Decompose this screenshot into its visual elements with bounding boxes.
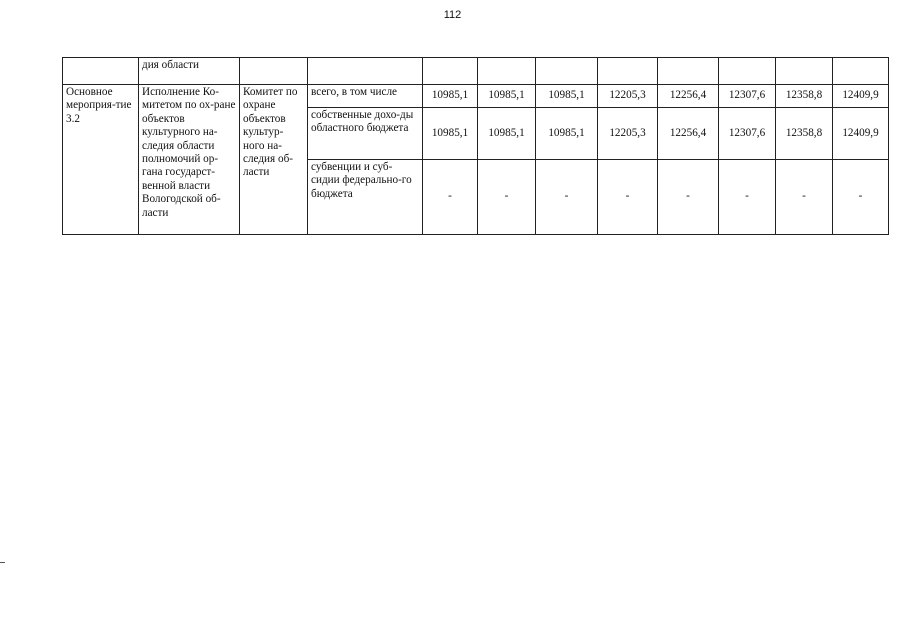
value-cell: 12307,6 bbox=[719, 108, 776, 160]
continuation-cell-executor bbox=[240, 58, 308, 85]
value-cell: 12205,3 bbox=[598, 85, 658, 108]
activity-code-cell: Основное мероприя-тие 3.2 bbox=[63, 85, 139, 235]
value-cell: - bbox=[478, 160, 536, 235]
value-cell: - bbox=[776, 160, 833, 235]
value-cell: 12409,9 bbox=[833, 85, 889, 108]
continuation-cell-value bbox=[719, 58, 776, 85]
value-cell: 12205,3 bbox=[598, 108, 658, 160]
value-cell: 10985,1 bbox=[478, 85, 536, 108]
activity-name-cell: Исполнение Ко-митетом по ох-ране объектов культурного на-следия области полномочий ор-гана государст-венной власти Вологодской об-ласти bbox=[139, 85, 240, 235]
value-cell: 10985,1 bbox=[423, 85, 478, 108]
value-cell: - bbox=[536, 160, 598, 235]
value-cell: - bbox=[833, 160, 889, 235]
value-cell: 10985,1 bbox=[423, 108, 478, 160]
value-cell: 10985,1 bbox=[478, 108, 536, 160]
scan-edge-mark bbox=[0, 562, 5, 563]
activity-executor-cell: Комитет по охране объектов культур-ного на-следия об-ласти bbox=[240, 85, 308, 235]
value-cell: 12256,4 bbox=[658, 85, 719, 108]
page-number: 112 bbox=[443, 9, 462, 21]
value-cell: 12358,8 bbox=[776, 108, 833, 160]
table-row bbox=[63, 85, 889, 108]
value-cell: - bbox=[423, 160, 478, 235]
funding-source-cell: субвенции и суб-сидии федерально-го бюджета bbox=[308, 160, 423, 235]
value-cell: - bbox=[719, 160, 776, 235]
table-row-continuation bbox=[63, 58, 889, 85]
continuation-cell-value bbox=[423, 58, 478, 85]
continuation-cell-value bbox=[658, 58, 719, 85]
value-cell: 12358,8 bbox=[776, 85, 833, 108]
value-cell: 10985,1 bbox=[536, 85, 598, 108]
funding-source-cell: всего, в том числе bbox=[308, 85, 423, 108]
continuation-cell-code bbox=[63, 58, 139, 85]
budget-table bbox=[62, 57, 889, 235]
continuation-cell-value bbox=[536, 58, 598, 85]
continuation-cell-name: дия области bbox=[139, 58, 240, 85]
continuation-cell-value bbox=[833, 58, 889, 85]
value-cell: 12409,9 bbox=[833, 108, 889, 160]
value-cell: - bbox=[658, 160, 719, 235]
continuation-cell-value bbox=[478, 58, 536, 85]
value-cell: 10985,1 bbox=[536, 108, 598, 160]
continuation-cell-source bbox=[308, 58, 423, 85]
continuation-cell-value bbox=[598, 58, 658, 85]
value-cell: - bbox=[598, 160, 658, 235]
value-cell: 12256,4 bbox=[658, 108, 719, 160]
value-cell: 12307,6 bbox=[719, 85, 776, 108]
continuation-cell-value bbox=[776, 58, 833, 85]
funding-source-cell: собственные дохо-ды областного бюджета bbox=[308, 108, 423, 160]
